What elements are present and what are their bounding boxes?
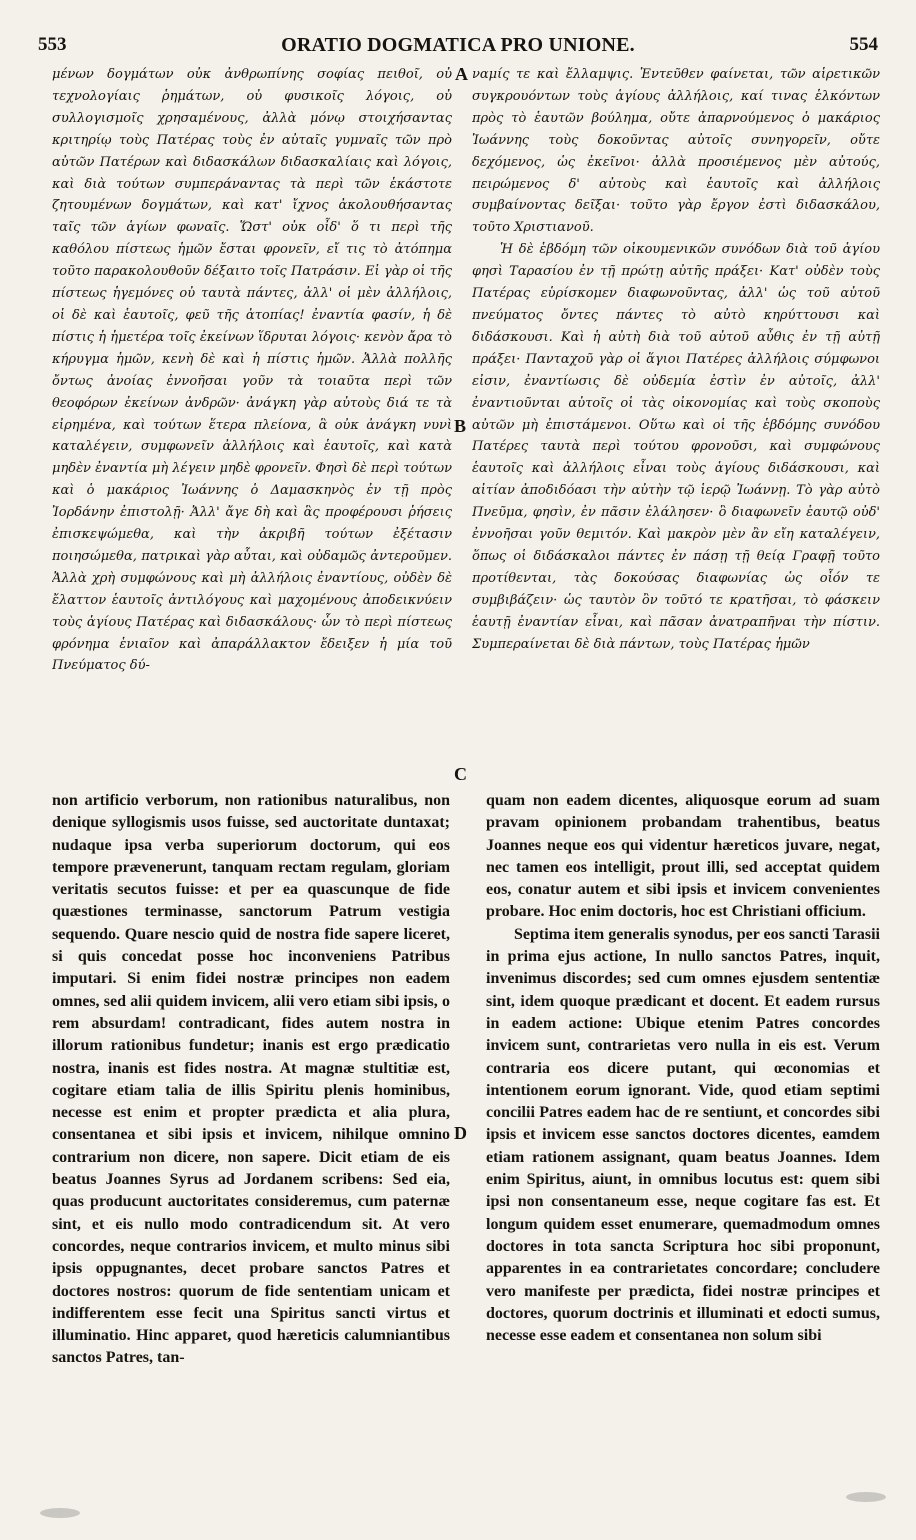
section-marker-d: D [454, 1123, 467, 1143]
greek-right-paragraph-2: Ἡ δὲ ἑβδόμη τῶν οἰκουμενικῶν συνόδων διὰ τοῦ ἁγίου φησὶ Ταρασίου ἐν τῇ πρώτῃ αὐτῆς πράξει· Κατ' οὐδὲν τοὺς Πατέρας εὑρίσκομεν διαφωνοῦντας, ἀλλ' ὡς τοῦ αὐτοῦ πνεύματος ὄντες πάντες τὸ αὐτὸ κηρύττουσι καὶ διδάσκουσι. Καὶ ἡ αὐτὴ διὰ τοῦ αὐτοῦ αὖθις ἐν τῇ αὐτῇ πράξει· Πανταχοῦ γὰρ οἱ ἅγιοι Πατέρες ἀλλήλοις σύμφωνοι εἰσιν, ἐναντίωσις δὲ οὐδεμία ἐστὶν ἐν αὐτοῖς, ἀλλ' ἐναντιοῦνται αὐτοῖς οἱ τὰς οἰκονομίας καὶ τοὺς σκοποὺς αὐτῶν μὴ ἐπιστάμενοι. Οὕτω καὶ οἱ τῆς ἑβδόμης συνόδου Πατέρες ταυτὰ περὶ τούτου φρονοῦσι, καὶ συμφώνους ἑαυτοῖς καὶ ἀλλήλοις εἶναι τοὺς ἁγίους διδάσκουσι, καὶ αἰτίαν ἀποδιδόασι τὴν αὐτὴν τῷ ἱερῷ Ἰωάννῃ. Τὸ γὰρ αὐτὸ Πνεῦμα, φησὶν, ἐν πᾶσιν ἐλάλησεν· ὃ διαφωνεῖν ἑαυτῷ οὐδ' ἐννοῆσαι γοῦν θεμιτόν. Καὶ μακρὸν μὲν ἂν εἴη καταλέγειν, ὅπως οἱ διδάσκαλοι πάντες ἐν πάσῃ τῇ θείᾳ Γραφῇ τοῦτο προτίθενται, τὰς δοκούσας διαφωνίας ὡς οἷόν τε συμβιβάζειν· ὡς ταυτὸν ὂν τοῦτό τε κρατῆσαι, τὸ φάσκειν ἑαυτῇ ἐναντίαν εἶναι, καὶ πᾶσαν ἀνατραπῆναι τὴν πίστιν. Συμπεραίνεται δὲ διὰ πάντων, τοὺς Πατέρας ἡμῶν [472, 242, 880, 652]
latin-right-paragraph-1: quam non eadem dicentes, aliquosque eorum ad suam pravam opinionem probandam trahentibus, beatus Joannes neque eos qui videntur hæreticos juvare, negat, nec tamen eos intelligit, prout illi, sed acceptat quidem eos, conatur autem et sibi ipsis et invicem convenientes probare. Hoc enim doctoris, hoc est Christiani officium. [486, 792, 880, 921]
print-smudge-right [846, 1492, 886, 1502]
section-marker-b: B [454, 416, 467, 436]
greek-right-paragraph-1: ναμίς τε καὶ ἔλλαμψις. Ἐντεῦθεν φαίνεται, τῶν αἱρετικῶν συγκρουόντων τοὺς ἁγίους ἀλλήλοις, καί τινας ἑλκόντων πρὸς τὸ ἑαυτῶν βούλημα, οὔτε ἀπαρνούμενος ὁ μακάριος Ἰωάννης τοὺς δοκοῦντας αὐτοῖς συνηγορεῖν, οὔτε δεχόμενος, ὡς ἐκεῖνοι· ἀλλὰ προσιέμενος μὲν αὐτούς, πειρώμενος δ' αὐτοὺς καὶ ἑαυτοῖς καὶ ἀλλήλοις συμβαίνοντας δεῖξαι· τοῦτο γὰρ ἔργον ἐστὶ διδασκάλου, τοῦτο Χριστιανοῦ. [472, 67, 880, 236]
latin-left-paragraph: non artificio verborum, non rationibus naturalibus, non denique syllogismis usos fuisse, sed auctoritate duntaxat; nudaque ipsa verba superiorum doctorum, qui eos tempore prævenerunt, tanquam rectam regulam, gloriam veritatis secutos fuisse: et per ea quascunque de fide quæstiones terminasse, sanctorum Patrum vestigia sequendo. Quare nescio quid de nostra fide sapere liceret, si quis concedat posse hoc inconveniens Patribus imputari. Si enim fidei nostræ principes non eadem omnes, sed alii quidem invicem, alii vero etiam sibi ipsis, o rem absurdam! contradicant, fides autem nostra in illorum rationibus fundetur; inanis est ergo prædicatio nostra, inanis est fides nostra. At magnæ stultitiæ est, cogitare etiam talia de illis Spiritu plenis hominibus, necesse est enim et propter prædicta et alia plura, consentanea et sibi ipsis et invicem, nihilque omnino contrarium non dicere, non sapere. Dicit etiam de eis beatus Joannes Syrus ad Jordanem scribens: Sed eia, quas producunt auctoritates consideremus, cum paternæ sint, et eis nullo modo contradicendum sit. At vero concordes, neque contrarios invicem, et multo minus sibi ipsis oppugnantes, decet probare sanctos Patres et doctores nostros: quorum de fide sententiam unicam et indifferentem esse fecit una Spiritus sancti virtus et illuminatio. Hinc apparet, quod hæreticis calumniantibus sanctos Patres, tan- [52, 792, 450, 1367]
page-header [38, 34, 878, 66]
greek-column-right [472, 64, 880, 754]
page-number-left: 553 [38, 34, 67, 55]
latin-column-left [52, 790, 450, 1500]
section-marker-a: A [455, 64, 468, 84]
latin-column-right [486, 790, 880, 1500]
greek-left-paragraph: μένων δογμάτων οὐκ ἀνθρωπίνης σοφίας πειθοῖ, οὐ τεχνολογίαις ῥημάτων, οὐ φυσικοῖς λόγοις, οὐ συλλογισμοῖς χρησαμένους, ἀλλὰ μόνῳ στοιχήσαντας κριτηρίῳ τοὺς Πατέρας τοὺς ἐν αὐταῖς γυμναῖς τῶν πρὸ αὐτῶν Πατέρων καὶ διδασκάλων διδασκαλίαις καὶ λόγοις, καὶ διὰ τούτων συμπεράναντας τὰ περὶ τῶν ἑκάστοτε ζητουμένων δογμάτων, καὶ κατ' ἴχνος ἀκολουθήσαντας ταῖς τῶν ἁγίων φωναῖς. Ὥστ' οὐκ οἶδ' ὅ τι περὶ τῆς καθόλου πίστεως ἡμῶν ἔσται φρονεῖν, εἴ τις τὸ ἀτόπημα τοῦτο παρακολουθοῦν δέξαιτο τοῖς Πατράσιν. Εἰ γὰρ οἱ τῆς πίστεως ἡγεμόνες οὐ ταυτὰ πάντες, ἀλλ' οἱ μὲν ἀλλήλοις, οἱ δὲ καὶ ἑαυτοῖς, φεῦ τῆς ἀτοπίας! ἐναντία φασίν, ἡ δὲ πίστις ἡ ἡμετέρα τοῖς ἐκείνων ἵδρυται λόγοις· κενὸν ἄρα τὸ κήρυγμα ἡμῶν, κενὴ δὲ καὶ ἡ πίστις ἡμῶν. Ἀλλὰ πολλῆς ὄντως ἀνοίας ἐννοῆσαι γοῦν τὰ τοιαῦτα περὶ τῶν θεοφόρων ἐκείνων ἀνδρῶν· ἀνάγκη γὰρ αὐτοὺς διά τε τὰ εἰρημένα, καὶ τούτων ἕτερα πλείονα, ἃ οὐκ ἀνάγκη νυνὶ καταλέγειν, συμφωνεῖν ἀλλήλοις καὶ ἑαυτοῖς, καὶ κατὰ μηδὲν ἐναντία μὴ λέγειν μηδὲ φρονεῖν. Φησὶ δὲ περὶ τούτων καὶ ὁ μακάριος Ἰωάννης ὁ Δαμασκηνὸς ἐν τῇ πρὸς Ἰορδάνην ἐπιστολῇ· Ἀλλ' ἄγε δὴ καὶ ἃς προφέρουσι ῥήσεις ἐπισκεψώμεθα, καὶ τὴν ἀκριβῆ τούτων ἐξέτασιν ποιησώμεθα, πατρικαὶ γὰρ αὗται, καὶ οὐδαμῶς ἀντεροῦμεν. Ἀλλὰ χρὴ συμφώνους καὶ μὴ ἀλλήλοις ἐναντίους, οὐδὲν δὲ ἔλαττον ἑαυτοῖς ἀντιλόγους καὶ μαχομένους ἀποδεικνύειν τοὺς ἁγίους Πατέρας καὶ διδασκάλους· ὧν τὸ περὶ πίστεως φρόνημα ἑνιαῖον καὶ ἀπαράλλακτον ἔδειξεν ἡ μία τοῦ Πνεύματος δύ- [52, 67, 452, 674]
print-smudge-left [40, 1508, 80, 1518]
page-number-right: 554 [849, 34, 878, 55]
section-marker-c: C [454, 764, 467, 784]
greek-column-left [52, 64, 452, 764]
latin-right-paragraph-2: Septima item generalis synodus, per eos sancti Tarasii in prima ejus actione, In nullo sanctos Patres, inquit, invenimus discordes; sed cum omnes ejusdem sententiæ sint, idem quoque prædicant et docent. Et eadem rursus in eadem actione: Ubique etenim Patres concordes invicem sunt, contrarietas vero nulla in eis est. Verum contraria eos dicere putant, qui œconomias et intentionem eorum ignorant. Vide, quod etiam septimi concilii Patres eadem hac de re sentiunt, et concordes sibi ipsis et invicem esse sanctos doctores dicentes, eamdem etiam rationem assignant, quam beatus Joannes. Idem enim Spiritus, aiunt, in omnibus locutus est: quem sibi ipsi non consentaneum esse, neque cogitare fas est. Et longum quidem esset enumerare, quemadmodum omnes doctores in tota sancta Scriptura hoc sibi proponunt, apparentes in ea contrarietates concordare; concludere vero manifeste per prædicta, fidei nostræ principes et doctores, quorum doctrinis et illuminati et edocti sumus, necesse esse eadem et consentanea non solum sibi [486, 925, 880, 1345]
running-title: ORATIO DOGMATICA PRO UNIONE. [281, 34, 635, 56]
